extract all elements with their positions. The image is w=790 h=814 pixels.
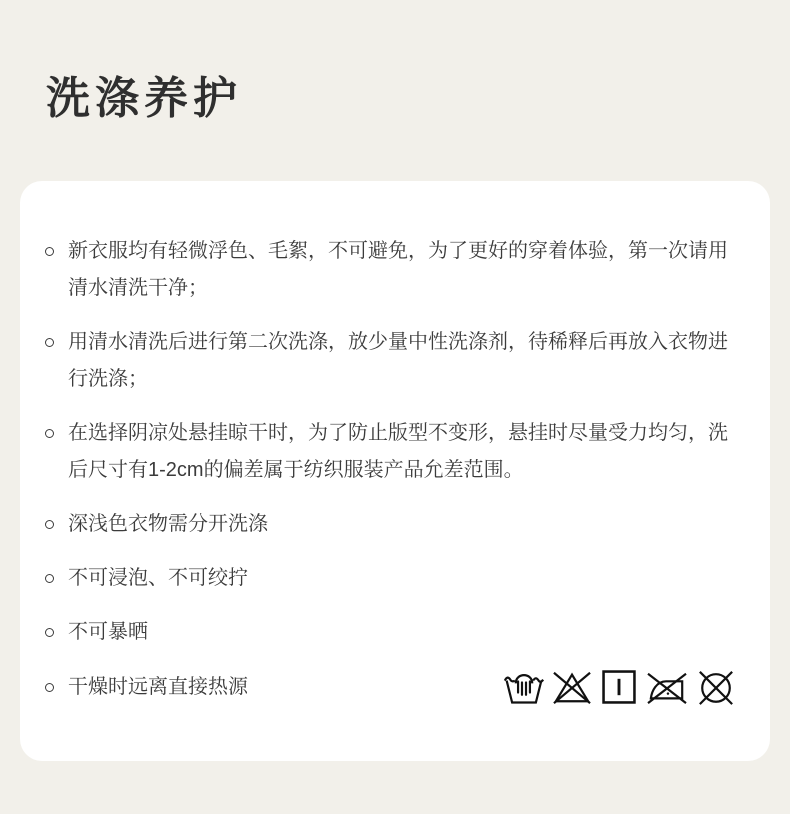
list-item <box>45 506 737 543</box>
list-item <box>45 668 737 706</box>
list-item-text: 新衣服均有轻微浮色、毛絮，不可避免，为了更好的穿着体验，第一次请用清水清洗干净； <box>68 240 728 299</box>
bullet-icon <box>45 628 54 637</box>
list-item-text: 干燥时远离直接热源 <box>68 675 248 698</box>
list-item <box>45 614 737 651</box>
care-instruction-list <box>45 233 737 706</box>
list-item-text: 在选择阴凉处悬挂晾干时，为了防止版型不变形，悬挂时尽量受力均匀，洗后尺寸有1-2cm的偏差属于纺织服装产品允差范围。 <box>68 422 728 481</box>
do-not-dry-clean-icon <box>695 668 737 706</box>
bullet-icon <box>45 574 54 583</box>
bullet-icon <box>45 247 54 256</box>
list-item-text: 不可浸泡、不可绞拧 <box>68 567 248 589</box>
bullet-icon <box>45 338 54 347</box>
care-card <box>20 181 770 761</box>
list-item-text: 不可暴晒 <box>68 621 148 643</box>
care-symbols-row <box>503 668 737 706</box>
list-item <box>45 233 737 307</box>
do-not-bleach-icon <box>551 668 593 706</box>
page-title: 洗涤养护 <box>46 74 242 123</box>
list-item <box>45 560 737 597</box>
drip-dry-icon <box>599 668 639 706</box>
list-item-text: 用清水清洗后进行第二次洗涤，放少量中性洗涤剂，待稀释后再放入衣物进行洗涤； <box>68 331 728 390</box>
do-not-iron-icon <box>645 668 689 706</box>
list-item-content <box>45 669 489 706</box>
care-instructions-page <box>0 62 790 814</box>
bullet-icon <box>45 683 54 692</box>
hand-wash-icon <box>503 668 545 706</box>
list-item-text: 深浅色衣物需分开洗涤 <box>68 513 268 535</box>
list-item <box>45 324 737 398</box>
bullet-icon <box>45 520 54 529</box>
bullet-icon <box>45 429 54 438</box>
list-item <box>45 415 737 489</box>
